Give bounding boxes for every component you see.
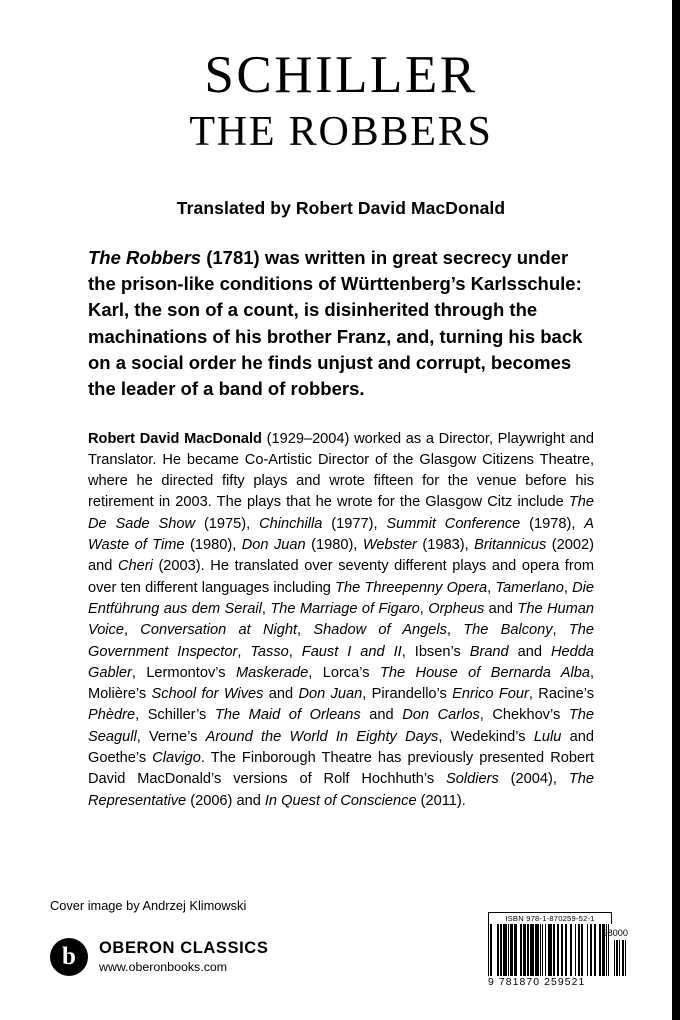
barcode-digits: 9 781870 259521 bbox=[488, 977, 586, 988]
biography-paragraph bbox=[88, 429, 594, 812]
publisher-text bbox=[99, 939, 268, 975]
biography-dates: (1929–2004) bbox=[261, 430, 350, 447]
publisher-website[interactable]: www.oberonbooks.com bbox=[99, 960, 228, 975]
page-title: SCHILLER bbox=[204, 46, 478, 104]
price-code-bars bbox=[614, 940, 628, 976]
biography-name: Robert David MacDonald bbox=[88, 430, 262, 447]
isbn-label: ISBN 978-1-870259-52-1 bbox=[488, 912, 612, 924]
publisher-logo-row[interactable] bbox=[50, 938, 268, 976]
barcode-area bbox=[488, 912, 628, 988]
publisher-name: OBERON CLASSICS bbox=[99, 938, 269, 957]
blurb-paragraph bbox=[88, 245, 594, 403]
barcode-graphic bbox=[488, 924, 628, 976]
cover-image-credit: Cover image by Andrzej Klimowski bbox=[50, 898, 247, 913]
blurb-text: (1781) was written in great secrecy under the prison-like conditions of Württenberg’s Karlsschule: Karl, the son of a count, is disinherited through the machinations of his brother Franz, and, turning his back on a social order he finds unjust and corrupt, becomes the leader of a band of robbers. bbox=[88, 246, 583, 400]
barcode-bars bbox=[488, 924, 610, 976]
logo-letter: b bbox=[62, 943, 76, 970]
work-title: THE ROBBERS bbox=[189, 108, 493, 155]
blurb-work-title: The Robbers bbox=[88, 246, 202, 268]
translator-credit: Translated by Robert David MacDonald bbox=[176, 197, 506, 218]
spine-edge-bar bbox=[672, 0, 680, 1020]
biography-body: worked as a Director, Playwright and Translator. He became Co-Artistic Director of the Glasgow Citizens Theatre, where he directed fifty plays and wrote fifteen for the venue before his retirement in 2003. The plays that he wrote for the Glasgow Citz include The De Sade Show (1975), Chinchilla (1977), Summit Conference (1978), A Waste of Time (1980), Don Juan (1980), Webster (1983), Britannicus (2002) and Cheri (2003). He translated over seventy different plays and opera from over ten different languages including The Threepenny Opera, Tamerlano, Die Entführung aus dem Serail, The Marriage of Figaro, Orpheus and The Human Voice, Conversation at Night, Shadow of Angels, The Balcony, The Government Inspector, Tasso, Faust I and II, Ibsen’s Brand and Hedda Gabler, Lermontov’s Maskerade, Lorca’s The House of Bernarda Alba, Molière’s School for Wives and Don Juan, Pirandello’s Enrico Four, Racine’s Phèdre, Schiller’s The Maid of Orleans and Don Carlos, Chekhov’s The Seagull, Verne’s Around the World In Eighty Days, Wedekind’s Lulu and Goethe’s Clavigo. The Finborough Theatre has previously presented Robert David MacDonald’s versions of Rolf Hochhuth’s Soldiers (2004), The Representative (2006) and In Quest of Conscience (2011). bbox=[88, 430, 595, 809]
title-block bbox=[88, 0, 594, 156]
oberon-logo-icon bbox=[50, 938, 88, 976]
price-code-label: 98000 bbox=[602, 928, 628, 938]
